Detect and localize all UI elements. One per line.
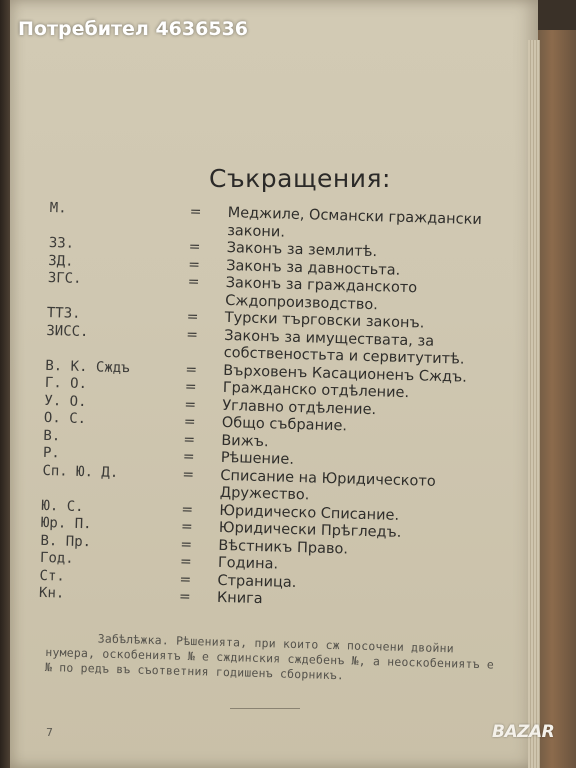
abbreviation-meaning: Юридическо Списание. [219, 502, 400, 524]
abbreviation-term: Сп. Ю. Д. [42, 462, 119, 481]
equals-sign: = [182, 448, 195, 466]
equals-sign: = [179, 553, 192, 571]
abbreviation-term: У. О. [44, 392, 87, 410]
abbreviation-meaning: Вѣстникъ Право. [218, 537, 349, 557]
equals-sign: = [184, 378, 197, 396]
abbreviation-term: ЗД. [48, 252, 74, 270]
user-watermark: Потребител 4636536 [18, 18, 249, 40]
abbreviation-meaning: Страница. [217, 572, 297, 591]
abbreviation-term: ЗЗ. [48, 234, 75, 252]
equals-sign: = [185, 361, 198, 378]
abbreviation-meaning: Година. [217, 554, 279, 573]
abbreviation-term: ЗГС. [47, 269, 82, 287]
abbreviation-term: О. С. [43, 409, 87, 428]
abbreviation-meaning: Юридически Прѣгледъ. [218, 519, 402, 541]
equals-sign: = [179, 571, 192, 588]
divider-rule [230, 708, 300, 709]
abbreviation-meaning: Законъ за землитѣ. [226, 239, 378, 261]
abbreviation-term: Р. [42, 444, 61, 462]
abbreviation-meaning: Законъ за давностьта. [226, 257, 401, 279]
equals-sign: = [183, 413, 196, 431]
abbreviation-meaning: Законъ за гражданското Сждопроизводство. [225, 274, 418, 313]
abbreviation-meaning: Гражданско отдѣление. [222, 379, 410, 402]
site-logo: BAZAR [492, 722, 555, 742]
equals-sign: = [184, 396, 197, 413]
equals-sign: = [187, 273, 200, 291]
equals-sign: = [180, 536, 193, 553]
abbreviation-term: В. К. Сждъ [45, 357, 130, 376]
equals-sign: = [186, 308, 199, 326]
footnote: Забѣлѣжка. Рѣшенията, при които сж посочени двойни нумера, оскобениятъ № е сждинския сждебенъ №, а неоскобениятъ е № по редъ въ съответния годишенъ сборникъ. [44, 631, 495, 683]
equals-sign: = [186, 326, 199, 343]
abbreviation-meaning: Книга [216, 589, 263, 608]
equals-sign: = [188, 256, 201, 273]
page-number: 7 [46, 726, 53, 739]
abbreviation-term: Юр. П. [40, 514, 92, 533]
abbreviation-term: ТТЗ. [46, 304, 81, 322]
page-title: Съкращения: [209, 164, 391, 193]
equals-sign: = [181, 501, 194, 518]
abbreviation-term: Ст. [39, 567, 66, 585]
abbreviation-meaning: Вижъ. [221, 432, 269, 450]
equals-sign: = [182, 466, 195, 483]
abbreviation-meaning: Законъ за имуществата, за собственостьта и сервитутитѣ. [223, 327, 465, 368]
equals-sign: = [188, 238, 201, 256]
abbreviation-term: Г. О. [44, 374, 88, 393]
abbreviation-term: Год. [39, 549, 74, 567]
equals-sign: = [189, 203, 202, 221]
equals-sign: = [178, 588, 191, 606]
abbreviation-meaning: Меджиле, Османски граждански закони. [226, 204, 482, 241]
abbreviation-list [39, 200, 510, 615]
abbreviation-meaning: Върховенъ Касационенъ Сждъ. [223, 362, 468, 386]
abbreviation-meaning: Углавно отдѣление. [222, 397, 377, 418]
abbreviation-term: ЗИСС. [46, 322, 89, 340]
abbreviation-term: Кн. [38, 584, 65, 602]
abbreviation-meaning: Общо събрание. [221, 414, 348, 435]
abbreviation-meaning: Рѣшение. [220, 449, 295, 468]
abbreviation-meaning: Турски търговски законъ. [224, 309, 425, 332]
abbreviation-meaning: Списание на Юридическото Дружество. [219, 467, 436, 504]
abbreviation-term: В. Пр. [40, 532, 92, 550]
abbreviation-term: В. [43, 427, 61, 444]
equals-sign: = [183, 431, 196, 448]
abbreviation-term: М. [49, 200, 67, 217]
abbreviation-term: Ю. С. [41, 497, 84, 515]
page-stack-edge [528, 40, 540, 768]
book-cover-edge [536, 30, 576, 768]
equals-sign: = [180, 518, 193, 536]
